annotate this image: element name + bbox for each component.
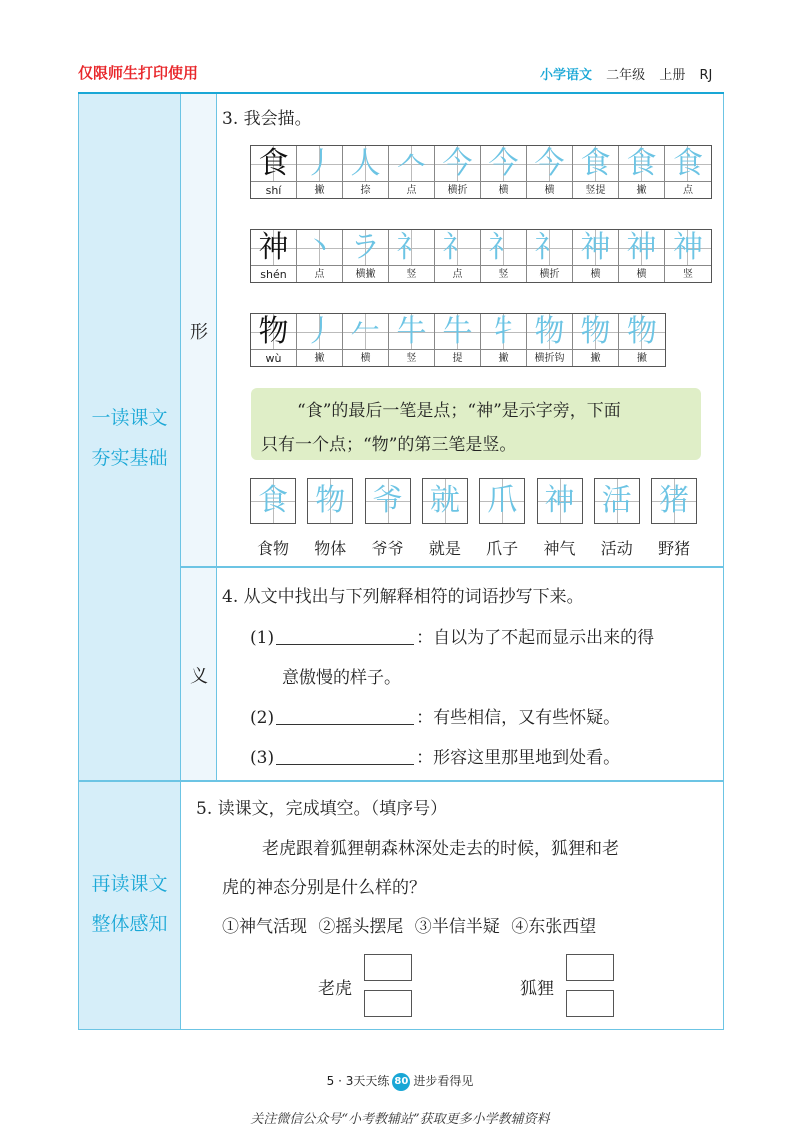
q5-title: 5. 读课文，完成填空。（填序号）	[196, 799, 448, 819]
trace-box: 物	[307, 478, 353, 524]
stroke-step-4: 今 横折	[435, 146, 481, 198]
vocab-word: 爷爷	[371, 539, 404, 558]
vocab-word: 爪子	[486, 539, 519, 558]
stroke-step-1: 丶 点	[297, 230, 343, 282]
page-number: 80	[392, 1073, 410, 1091]
tip-box	[251, 388, 701, 460]
trace-box: 爷	[365, 478, 411, 524]
tip-line-1: “食”的最后一笔是点；“神”是示字旁，下面	[297, 401, 621, 421]
fox-label: 狐狸	[520, 979, 554, 999]
stroke-step-2: ラ 横撇	[343, 230, 389, 282]
vocab-word: 就是	[428, 539, 461, 558]
trace-box: 爪	[479, 478, 525, 524]
trace-box: 就	[422, 478, 468, 524]
subject: 小学语文	[540, 68, 593, 83]
vocab-word: 神气	[543, 539, 576, 558]
stroke-main-char: 食 shí	[251, 146, 297, 198]
stroke-row-shi	[250, 145, 712, 199]
stroke-step-5: 今 横	[481, 146, 527, 198]
stroke-step-2: 𠂉 横	[343, 314, 389, 366]
row-divider	[181, 566, 724, 568]
trace-box: 活	[594, 478, 640, 524]
vocab-word: 野猪	[658, 539, 691, 558]
stroke-step-8: 神 横	[619, 230, 665, 282]
stroke-step-9: 神 竖	[665, 230, 711, 282]
answer-blank-2[interactable]	[276, 706, 414, 725]
label-yi: 义	[190, 666, 208, 687]
label-xing: 形	[190, 322, 208, 343]
stroke-step-6: 物 横折钩	[527, 314, 573, 366]
page-footer	[0, 1072, 800, 1091]
grade: 二年级	[606, 68, 646, 83]
section-2-title: 再读课文 整体感知	[91, 873, 168, 935]
edition: RJ	[699, 68, 713, 83]
q5-line-2: 虎的神态分别是什么样的？	[222, 878, 426, 898]
section-divider	[78, 780, 724, 782]
answer-blank-3[interactable]	[276, 746, 414, 765]
stroke-step-6: 礻 横折	[527, 230, 573, 282]
book-info	[540, 64, 722, 83]
stroke-row-shen	[250, 229, 712, 283]
stroke-step-8: 食 撇	[619, 146, 665, 198]
trace-box: 食	[250, 478, 296, 524]
stroke-step-1: 丿 撇	[297, 146, 343, 198]
section-1-title: 一读课文 夯实基础	[91, 407, 168, 469]
q4-item-2: (2) ：有些相信，又有些怀疑。	[250, 708, 621, 728]
fox-answer-box-1[interactable]	[566, 954, 614, 981]
tiger-label: 老虎	[318, 979, 352, 999]
stroke-step-5: 牜 撇	[481, 314, 527, 366]
stroke-step-7: 食 竖提	[573, 146, 619, 198]
stroke-step-8: 物 撇	[619, 314, 665, 366]
q5-options: ①神气活现 ②摇头摆尾 ③半信半疑 ④东张西望	[222, 917, 597, 937]
stroke-step-3: 礻 竖	[389, 230, 435, 282]
q4-item-1-cont: 意傲慢的样子。	[282, 668, 401, 688]
answer-blank-1[interactable]	[276, 626, 414, 645]
q4-item-1: (1) ：自以为了不起而显示出来的得	[250, 628, 655, 648]
footer-brand: 5 · 3天天练	[326, 1074, 390, 1088]
fox-answer-box-2[interactable]	[566, 990, 614, 1017]
vocab-word: 物体	[314, 539, 347, 558]
stroke-step-9: 食 点	[665, 146, 711, 198]
stroke-main-char: 神 shén	[251, 230, 297, 282]
stroke-step-5: 礻 竖	[481, 230, 527, 282]
print-notice: 仅限师生打印使用	[78, 64, 199, 82]
q3-title: 3. 我会描。	[222, 109, 312, 129]
stroke-step-4: 礻 点	[435, 230, 481, 282]
tiger-answer-box-2[interactable]	[364, 990, 412, 1017]
footer-note: 关注微信公众号“小考教辅站”获取更多小学教辅资料	[250, 1112, 550, 1127]
stroke-step-7: 物 撇	[573, 314, 619, 366]
stroke-row-wu	[250, 313, 666, 367]
trace-box: 猪	[651, 478, 697, 524]
vocab-word: 活动	[600, 539, 633, 558]
q4-title: 4. 从文中找出与下列解释相符的词语抄写下来。	[222, 587, 584, 607]
stroke-step-7: 神 横	[573, 230, 619, 282]
volume: 上册	[659, 68, 686, 83]
stroke-step-3: 𠆢 点	[389, 146, 435, 198]
stroke-step-3: 牛 竖	[389, 314, 435, 366]
tip-line-2: 只有一个点；“物”的第三笔是竖。	[261, 435, 517, 455]
footer-slogan: 进步看得见	[413, 1074, 474, 1088]
stroke-step-4: 牛 提	[435, 314, 481, 366]
stroke-step-2: 人 捺	[343, 146, 389, 198]
stroke-step-1: 丿 撇	[297, 314, 343, 366]
trace-box: 神	[537, 478, 583, 524]
q5-line-1: 老虎跟着狐狸朝森林深处走去的时候，狐狸和老	[262, 839, 619, 859]
q4-item-3: (3) ：形容这里那里地到处看。	[250, 748, 621, 768]
tiger-answer-box-1[interactable]	[364, 954, 412, 981]
vocab-word: 食物	[256, 539, 289, 558]
stroke-step-6: 今 横	[527, 146, 573, 198]
stroke-main-char: 物 wù	[251, 314, 297, 366]
